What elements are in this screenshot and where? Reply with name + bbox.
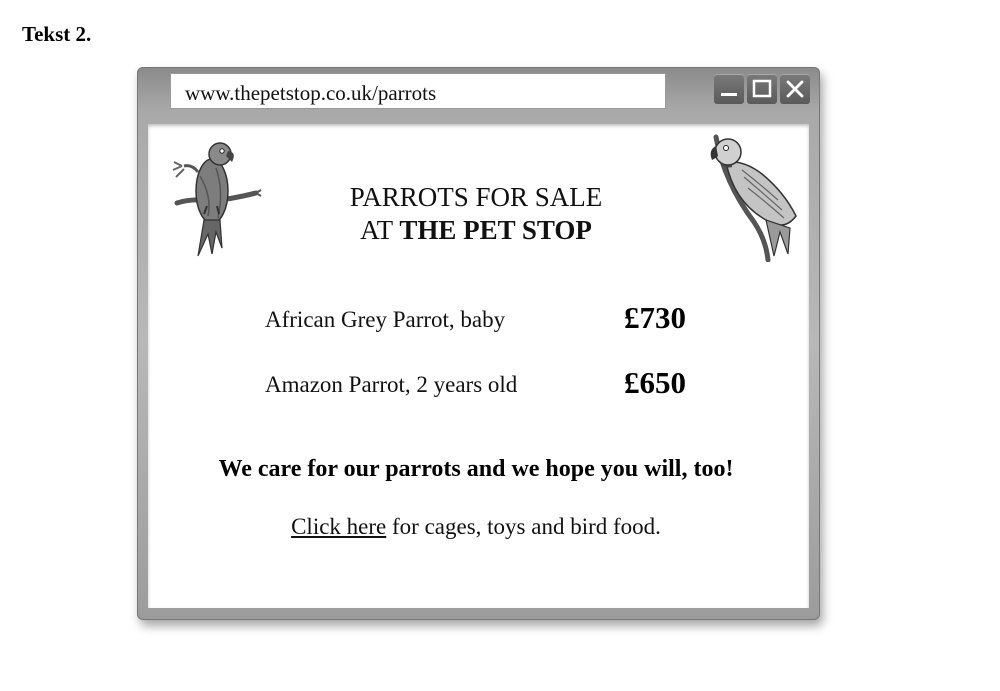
click-here-link[interactable]: Click here: [291, 514, 387, 539]
web-page-content: [148, 124, 809, 608]
listing-price: £730: [624, 300, 686, 335]
browser-window: [137, 67, 820, 620]
accessories-line: [148, 514, 804, 540]
title-line-2: [148, 214, 804, 247]
document-label: Tekst 2.: [22, 22, 92, 46]
close-button[interactable]: [780, 74, 810, 104]
address-bar[interactable]: www.thepetstop.co.uk/parrots: [170, 73, 666, 109]
page-title: [148, 181, 804, 247]
store-name: THE PET STOP: [399, 215, 592, 245]
maximize-button[interactable]: [747, 74, 777, 104]
title-line-2-prefix: AT: [360, 215, 393, 245]
title-line-1: PARROTS FOR SALE: [349, 182, 603, 212]
accessories-text: for cages, toys and bird food.: [386, 514, 661, 539]
listing-price: £650: [624, 365, 686, 400]
window-controls: [714, 74, 810, 104]
minimize-button[interactable]: [714, 74, 744, 104]
care-message: We care for our parrots and we hope you will, too!: [218, 456, 734, 482]
maximize-icon: [747, 74, 777, 104]
listing-name: African Grey Parrot, baby: [265, 307, 506, 332]
close-icon: [780, 74, 810, 104]
minimize-icon: [714, 74, 744, 104]
listing-name: Amazon Parrot, 2 years old: [265, 372, 518, 397]
